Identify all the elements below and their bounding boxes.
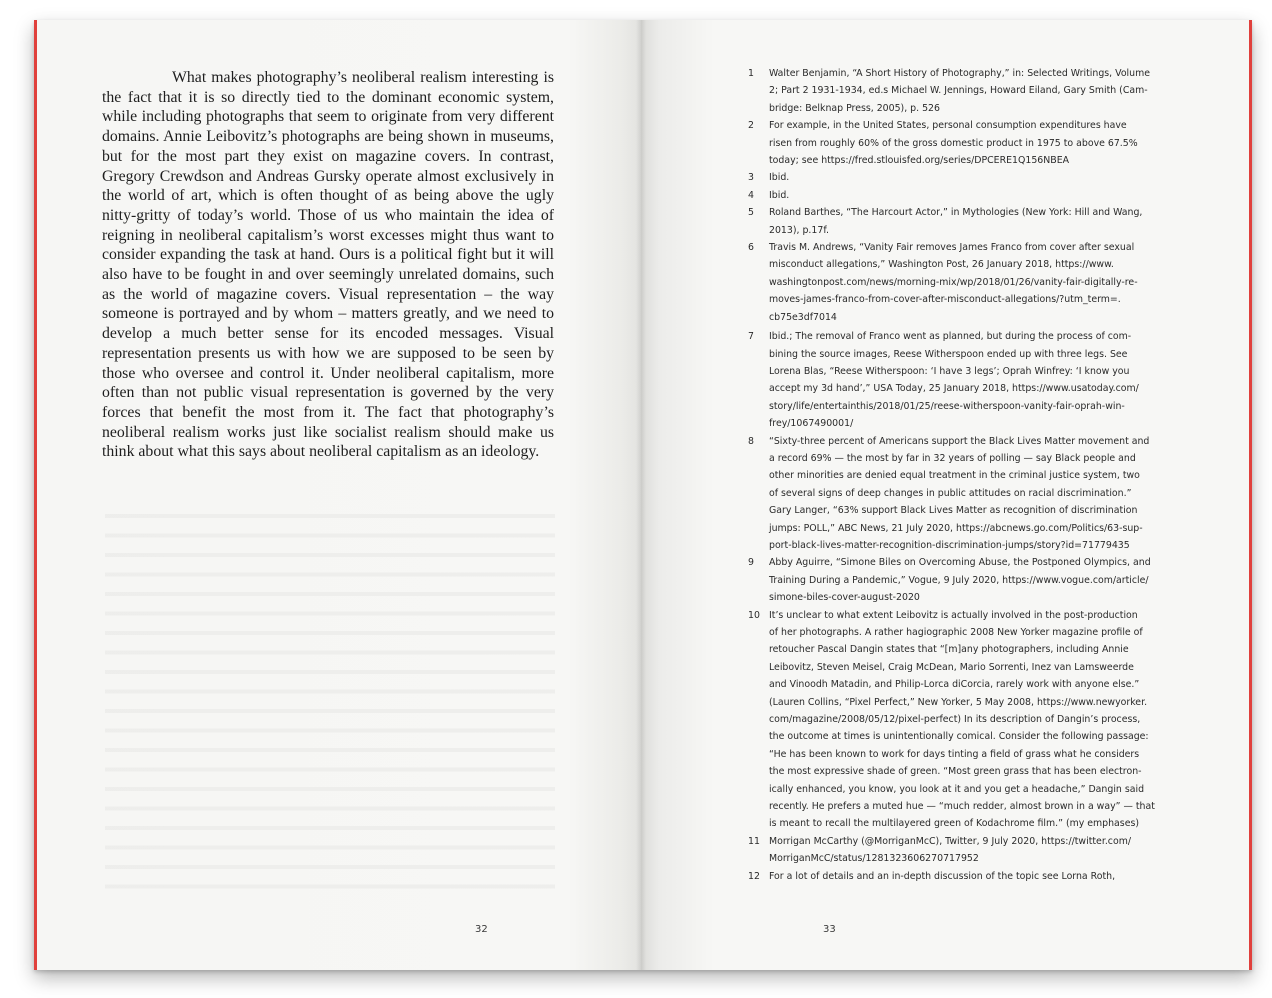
- endnote: [748, 169, 1208, 186]
- essay-paragraph: What makes photography’s neoliberal realism interesting is the fact that it is so directly tied to the dominant economic system, while including photographs that seem to originate from very different domains. Annie Leibovitz’s photographs are being shown in museums, but for the most part they exist on magazine covers. In contrast, Gregory Crewdson and Andreas Gursky operate almost exclusively in the world of art, which is often thought of as being above the ugly nitty-gritty of today’s world. Those of us who maintain the idea of reigning in neoliberal capitalism’s worst excesses might thus want to consider expanding the task at hand. Ours is a political fight but it will also have to be fought in and over seemingly unrelated domains, such as the world of magazine covers. Visual representation – the way someone is portrayed and by whom – matters greatly, and we need to develop a much better sense for its encoded messages. Visual representation presents us with how we are supposed to be seen by those who oversee and control it. Under neoliberal capitalism, more often than not public visual representation is governed by the very forces that benefit the most from it. The fact that photography’s neoliberal realism works just like socialist realism should make us think about what this says about neoliberal capitalism as an ideology.: [102, 69, 554, 461]
- endnote-number: 10: [748, 609, 760, 621]
- endnote: [748, 204, 1208, 239]
- page-number-left: 32: [475, 924, 488, 935]
- endnote: [748, 554, 1208, 606]
- endnote-text: Morrigan McCarthy (@MorriganMcC), Twitter, 9 July 2020, https://twitter.com/ MorriganMcC/status/1281323606270717952: [769, 835, 1131, 865]
- endnote-text: “Sixty-three percent of Americans support the Black Lives Matter movement and a record 69% — the most by far in 32 years of polling — say Black people and other minorities are denied equal treatment in the criminal justice system, two of several signs of deep changes in public attitudes on racial discrimination.” Gary Langer, “63% support Black Lives Matter as recognition of discrimination jumps: POLL,” ABC News, 21 July 2020, https://abcnews.go.com/Politics/63-sup- port-black-lives-matter-recognition-discrimination-jumps/story?id=71779435: [769, 435, 1150, 551]
- endnote-text: Ibid.: [769, 172, 790, 184]
- endnote-number: 1: [748, 68, 754, 79]
- endnote-number: 5: [748, 207, 754, 219]
- endnote-text: For example, in the United States, personal consumption expenditures have risen from roughly 60% of the gross domestic product in 1975 to above 67.5% today; see https://fred.stlouisfed.org/series/DPCERE1Q156NBEA: [769, 120, 1138, 167]
- endnote-number: 7: [748, 331, 754, 343]
- endnote-number: 11: [748, 835, 760, 847]
- endnote: [748, 328, 1208, 432]
- endnote-text: For a lot of details and an in-depth discussion of the topic see Lorna Roth,: [769, 870, 1116, 882]
- endnote-text: Abby Aguirre, “Simone Biles on Overcoming Abuse, the Postponed Olympics, and Training During a Pandemic,” Vogue, 9 July 2020, https://www.vogue.com/article/ simone-biles-cover-august-2020: [769, 557, 1151, 604]
- endnote-number: 6: [748, 242, 754, 254]
- endnote-text: It’s unclear to what extent Leibovitz is actually involved in the post-production of her photographs. A rather hagiographic 2008 New Yorker magazine profile of retoucher Pascal Dangin states that “[m]any photographers, including Annie Leibovitz, Steven Meisel, Craig McDean, Mario Sorrenti, Inez van Lamsweerde and Vinoodh Matadin, and Philip-Lorca diCorcia, rarely work with anyone else.” (Lauren Collins, “Pixel Perfect,” New Yorker, 5 May 2008, https://www.newyorker. com/magazine/2008/05/12/pixel-perfect) In its description of Dangin’s process, the outcome at times is unintentionally comical. Consider the following passage: “He has been known to work for days tinting a field of grass what he considers the most expressive shade of green. “Most green grass that has been electron- ically enhanced, you know, you look at it and you get a headache,” Dangin said recently. He prefers a muted hue — “much redder, almost brown in a way” — that is meant to recall the multilayered green of Kodachrome film.” (my emphases): [769, 609, 1155, 830]
- endnote-number: 3: [748, 172, 754, 184]
- endnote-text: Walter Benjamin, “A Short History of Photography,” in: Selected Writings, Volume 2; Part 2 1931-1934, ed.s Michael W. Jennings, Howard Eiland, Gary Smith (Cam- bridge: Belknap Press, 2005), p. 526: [769, 68, 1151, 114]
- endnote-number: 2: [748, 120, 754, 132]
- endnotes-list: [748, 65, 1208, 885]
- endnote: [748, 239, 1208, 326]
- book-gutter: [636, 20, 646, 970]
- endnote-text: Travis M. Andrews, “Vanity Fair removes James Franco from cover after sexual misconduct allegations,” Washington Post, 26 January 2018, https://www. washingtonpost.com/news/morning-mix/wp/2018/01/26/vanity-fair-digitally-re- moves-james-franco-from-cover-after-misconduct-allegations/?utm_term=. cb75e3df7014: [769, 242, 1138, 323]
- endnote: [748, 868, 1208, 885]
- endnote-number: 8: [748, 435, 754, 447]
- red-page-edge-right: [1249, 20, 1252, 970]
- endnote: [748, 65, 1208, 117]
- red-page-edge-left: [34, 20, 37, 970]
- endnote-number: 9: [748, 557, 754, 569]
- endnote: [748, 833, 1208, 868]
- endnote: [748, 117, 1208, 169]
- endnote-text: Roland Barthes, “The Harcourt Actor,” in Mythologies (New York: Hill and Wang, 2013), p.17f.: [769, 207, 1143, 236]
- page-number-right: 33: [823, 924, 836, 935]
- endnote: [748, 187, 1208, 204]
- endnote-number: 12: [748, 870, 760, 882]
- endnote-text: Ibid.; The removal of Franco went as planned, but during the process of com- bining the source images, Reese Witherspoon ended up with three legs. See Lorena Blas, “Reese Witherspoon: ‘I have 3 legs’; Oprah Winfrey: ‘I know you accept my 3d hand’,” USA Today, 25 January 2018, https://www.usatoday.com/ story/life/entertainthis/2018/01/25/reese-witherspoon-vanity-fair-oprah-win- frey/1067490001/: [769, 331, 1139, 430]
- endnote: [748, 607, 1208, 833]
- endnote: [748, 433, 1208, 555]
- endnote-text: Ibid.: [769, 189, 790, 201]
- endnote-number: 4: [748, 189, 754, 201]
- show-through-text: [105, 505, 555, 895]
